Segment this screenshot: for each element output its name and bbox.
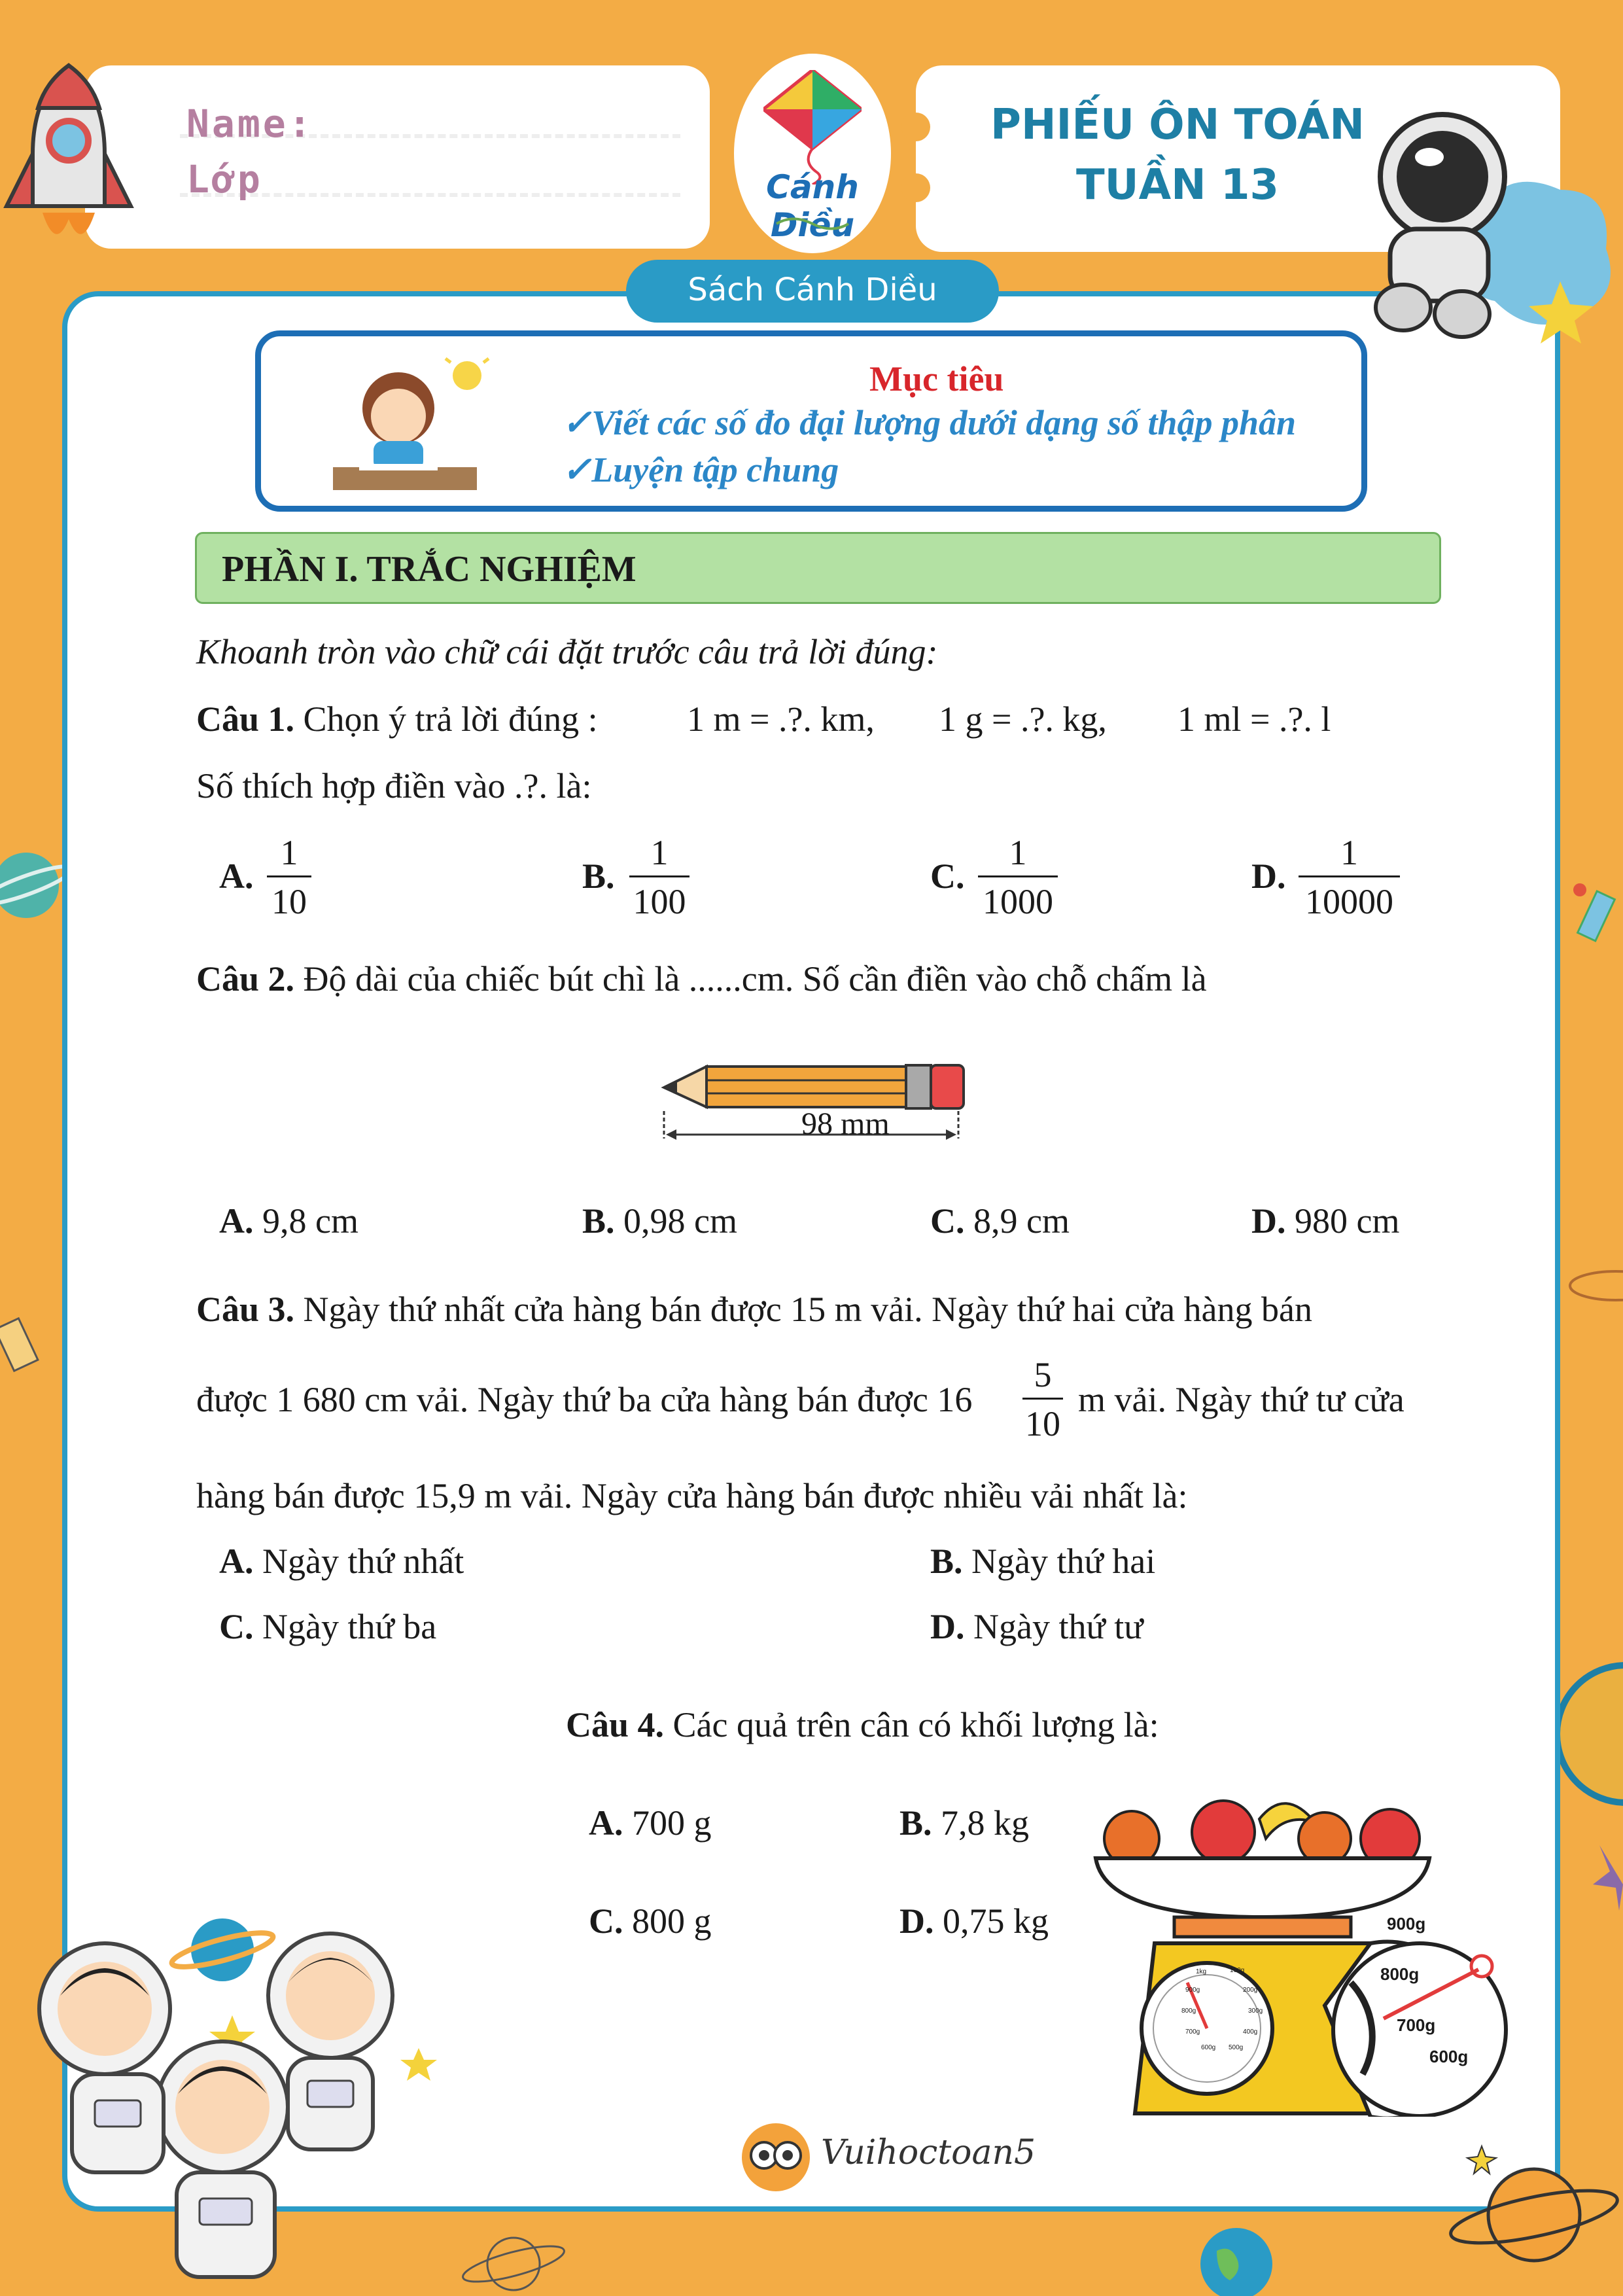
q3-label: Câu 3. (196, 1290, 295, 1329)
small-dial-label: 100g (1230, 1967, 1245, 1974)
dial-label-700g: 700g (1397, 2015, 1436, 2035)
astronaut-top-right-illustration (1364, 105, 1623, 360)
name-card (85, 65, 710, 249)
small-dial-label: 500g (1229, 2044, 1244, 2051)
q3-mixed-fraction: 5 10 (1022, 1353, 1063, 1445)
small-dial-label: 400g (1243, 2028, 1258, 2036)
kite-icon (763, 70, 862, 185)
q2-option-b: B. 0,98 cm (582, 1201, 738, 1241)
q2-option-d: D. 980 cm (1251, 1201, 1400, 1241)
q3-line2-pre: được 1 680 cm vải. Ngày thứ ba cửa hàng bán được 16 (196, 1380, 973, 1419)
planet-outline-decoration (1563, 1246, 1623, 1325)
objectives-box (255, 330, 1367, 512)
book-label-pill: Sách Cánh Diều (626, 260, 999, 323)
satellite-left-decoration (0, 1296, 59, 1394)
objective-item-2: ✓Luyện tập chung (562, 450, 839, 489)
small-dial-label: 1kg (1196, 1968, 1207, 1975)
pencil-length-label: 98 mm (801, 1106, 890, 1141)
q1-label: Câu 1. (196, 699, 295, 739)
small-dial-label: 600g (1201, 2044, 1216, 2051)
rocket-illustration (0, 56, 141, 258)
q1-option-c-fraction: 1 1000 (978, 831, 1058, 923)
q2-text: Độ dài của chiếc bút chì là ......cm. Số cần điền vào chỗ chấm là (303, 959, 1207, 998)
logo-flourish-icon (773, 214, 852, 234)
q1-line (196, 699, 598, 739)
q1-text: Chọn ý trả lời đúng : (303, 699, 598, 739)
dial-label-600g: 600g (1429, 2047, 1469, 2066)
small-dial-label: 800g (1181, 2007, 1196, 2015)
q2-option-a: A. 9,8 cm (219, 1201, 358, 1241)
astronaut-kids-illustration (0, 1891, 445, 2296)
small-dial-label: 700g (1185, 2028, 1200, 2036)
small-dial-label: 900g (1185, 1987, 1200, 1994)
dial-label-900g: 900g (1387, 1914, 1426, 1934)
q3-line1: Câu 3. Ngày thứ nhất cửa hàng bán được 15 m vải. Ngày thứ hai cửa hàng bán (196, 1290, 1312, 1329)
objective-item-1: ✓Viết các số đo đại lượng dưới dạng số thập phân (562, 403, 1297, 442)
planet-left-decoration (0, 847, 72, 926)
saturn-decoration (1442, 2140, 1623, 2296)
q3-line2-post: m vải. Ngày thứ tư cửa (1078, 1380, 1405, 1419)
worksheet-title-line2: TUẦN 13 (1075, 161, 1280, 209)
girl-studying-illustration (333, 356, 490, 493)
q3-option-b: B. Ngày thứ hai (930, 1542, 1156, 1581)
logo-text: Cánh Diều (766, 168, 859, 244)
q1-option-b-fraction: 1 100 (629, 831, 689, 923)
q1-expr3: 1 ml = .?. l (1178, 699, 1331, 739)
section-header (195, 532, 1441, 604)
q1-option-a-letter: A. (219, 857, 254, 896)
q1-option-b-letter: B. (582, 857, 615, 896)
section-title: PHẦN I. TRẮC NGHIỆM (222, 549, 637, 590)
instruction: Khoanh tròn vào chữ cái đặt trước câu trả lời đúng: (196, 632, 938, 671)
q4-option-d: D. 0,75 kg (899, 1901, 1049, 1941)
q1-expr1: 1 m = .?. km, (687, 699, 875, 739)
q1-option-d-letter: D. (1251, 857, 1286, 896)
q3-option-c: C. Ngày thứ ba (219, 1607, 437, 1646)
q4-label: Câu 4. (566, 1705, 665, 1744)
q3-line3: hàng bán được 15,9 m vải. Ngày cửa hàng bán được nhiều vải nhất là: (196, 1476, 1188, 1515)
planet-outline-bottom-decoration (458, 2218, 569, 2296)
q4-option-a: A. 700 g (589, 1803, 712, 1843)
canh-dieu-logo (734, 54, 891, 253)
q3-option-d: D. Ngày thứ tư (930, 1607, 1143, 1646)
q2-line (196, 959, 1207, 999)
q1-option-c-letter: C. (930, 857, 965, 896)
q4-text: Các quả trên cân có khối lượng là: (672, 1705, 1159, 1744)
q1-option-d-fraction: 1 10000 (1299, 831, 1400, 923)
name-label: Name: (186, 101, 314, 146)
q3-option-a: A. Ngày thứ nhất (219, 1542, 464, 1581)
earth-decoration (1197, 2218, 1276, 2296)
worksheet-title-line1: PHIẾU ÔN TOÁN (990, 101, 1365, 149)
footer-brand: Vuihoctoan5 (821, 2133, 1036, 2172)
small-dial-label: 300g (1248, 2007, 1263, 2015)
q4-option-b: B. 7,8 kg (899, 1803, 1030, 1843)
scale-illustration (1089, 1786, 1521, 2117)
small-dial-label: 200g (1243, 1987, 1258, 1994)
class-label: Lớp (186, 157, 263, 202)
dial-label-800g: 800g (1380, 1964, 1420, 1984)
owl-logo-icon (738, 2121, 816, 2193)
q2-label: Câu 2. (196, 959, 295, 998)
q1-sub: Số thích hợp điền vào .?. là: (196, 766, 592, 805)
q1-option-a-fraction: 1 10 (267, 831, 311, 923)
q4-option-c: C. 800 g (589, 1901, 712, 1941)
q1-expr2: 1 g = .?. kg, (939, 699, 1107, 739)
planet-right-bottom-decoration (1554, 1649, 1623, 1924)
objectives-title: Mục tiêu (869, 359, 1004, 398)
q2-option-c: C. 8,9 cm (930, 1201, 1070, 1241)
satellite-right-decoration (1567, 874, 1623, 965)
q4-line (566, 1704, 1159, 1745)
